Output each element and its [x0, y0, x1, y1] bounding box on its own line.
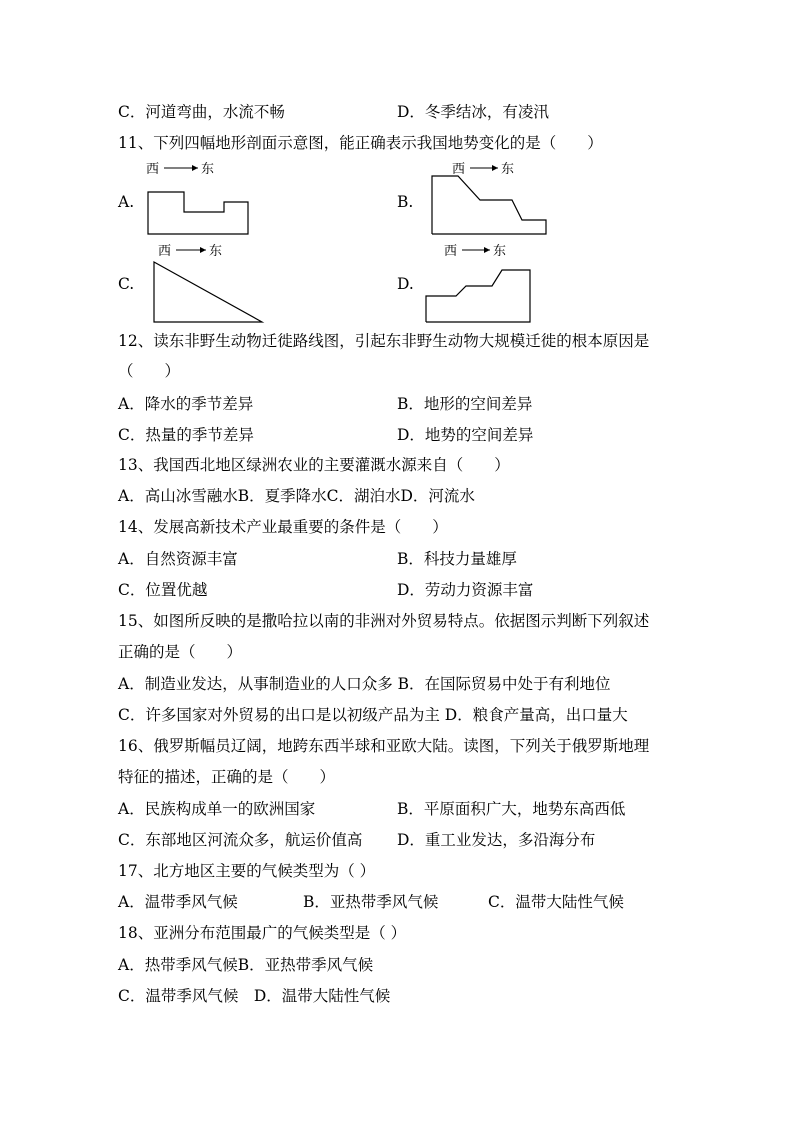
q13-options: A．高山冰雪融水B．夏季降水C．湖泊水D．河流水	[118, 487, 475, 505]
q15-options-cd: C．许多国家对外贸易的出口是以初级产品为主 D．粮食产量高，出口量大	[118, 706, 628, 724]
q14-option-c: C．位置优越	[118, 581, 208, 599]
q12-option-a: A．降水的季节差异	[118, 395, 254, 413]
q11-profile-c	[148, 240, 268, 330]
q18-stem: 18、亚洲分布范围最广的气候类型是（ ）	[118, 924, 407, 942]
east-label: 东	[493, 244, 507, 259]
q10-option-c: C．河道弯曲，水流不畅	[118, 103, 285, 121]
q15-stem-line2: 正确的是（ ）	[118, 643, 243, 661]
q10-option-d: D．冬季结冰，有凌汛	[397, 103, 549, 121]
q17-option-b: B．亚热带季风气候	[303, 893, 439, 911]
q16-option-c: C．东部地区河流众多，航运价值高	[118, 831, 363, 849]
q11-label-d: D.	[397, 275, 414, 293]
q18-options-ab: A．热带季风气候B．亚热带季风气候	[118, 956, 374, 974]
q16-option-d: D．重工业发达，多沿海分布	[397, 831, 596, 849]
q16-stem-line1: 16、俄罗斯幅员辽阔，地跨东西半球和亚欧大陆。读图，下列关于俄罗斯地理	[118, 737, 650, 755]
west-label: 西	[146, 162, 160, 177]
q11-label-a: A.	[118, 193, 135, 211]
q14-option-d: D．劳动力资源丰富	[397, 581, 534, 599]
q17-option-a: A．温带季风气候	[118, 893, 238, 911]
west-label: 西	[158, 244, 172, 259]
q12-option-d: D．地势的空间差异	[397, 426, 534, 444]
q14-option-a: A．自然资源丰富	[118, 550, 238, 568]
q17-option-c: C．温带大陆性气候	[488, 893, 624, 911]
q17-stem: 17、北方地区主要的气候类型为（ ）	[118, 862, 376, 880]
q12-option-b: B．地形的空间差异	[397, 395, 533, 413]
q14-option-b: B．科技力量雄厚	[397, 550, 517, 568]
west-label: 西	[444, 244, 458, 259]
west-label: 西	[452, 162, 466, 177]
q14-stem: 14、发展高新技术产业最重要的条件是（ ）	[118, 518, 448, 536]
q18-options-cd: C．温带季风气候 D．温带大陆性气候	[118, 987, 391, 1005]
east-label: 东	[201, 162, 215, 177]
q12-stem-line1: 12、读东非野生动物迁徙路线图，引起东非野生动物大规模迁徙的根本原因是	[118, 332, 650, 350]
q11-label-c: C.	[118, 275, 135, 293]
q12-option-c: C．热量的季节差异	[118, 426, 254, 444]
q11-profile-a	[140, 158, 260, 238]
q16-stem-line2: 特征的描述，正确的是（ ）	[118, 768, 336, 786]
east-label: 东	[209, 244, 223, 259]
q16-option-a: A．民族构成单一的欧洲国家	[118, 800, 316, 818]
q15-options-ab: A．制造业发达，从事制造业的人口众多 B．在国际贸易中处于有利地位	[118, 675, 611, 693]
q11-profile-b	[424, 158, 554, 238]
q11-stem: 11、下列四幅地形剖面示意图，能正确表示我国地势变化的是（ ）	[118, 134, 603, 152]
q16-option-b: B．平原面积广大，地势东高西低	[397, 800, 626, 818]
q13-stem: 13、我国西北地区绿洲农业的主要灌溉水源来自（ ）	[118, 456, 510, 474]
q11-label-b: B.	[397, 193, 414, 211]
q11-profile-d	[422, 240, 542, 330]
q15-stem-line1: 15、如图所反映的是撒哈拉以南的非洲对外贸易特点。依据图示判断下列叙述	[118, 612, 650, 630]
q12-stem-line2: （ ）	[118, 362, 181, 380]
east-label: 东	[501, 162, 515, 177]
